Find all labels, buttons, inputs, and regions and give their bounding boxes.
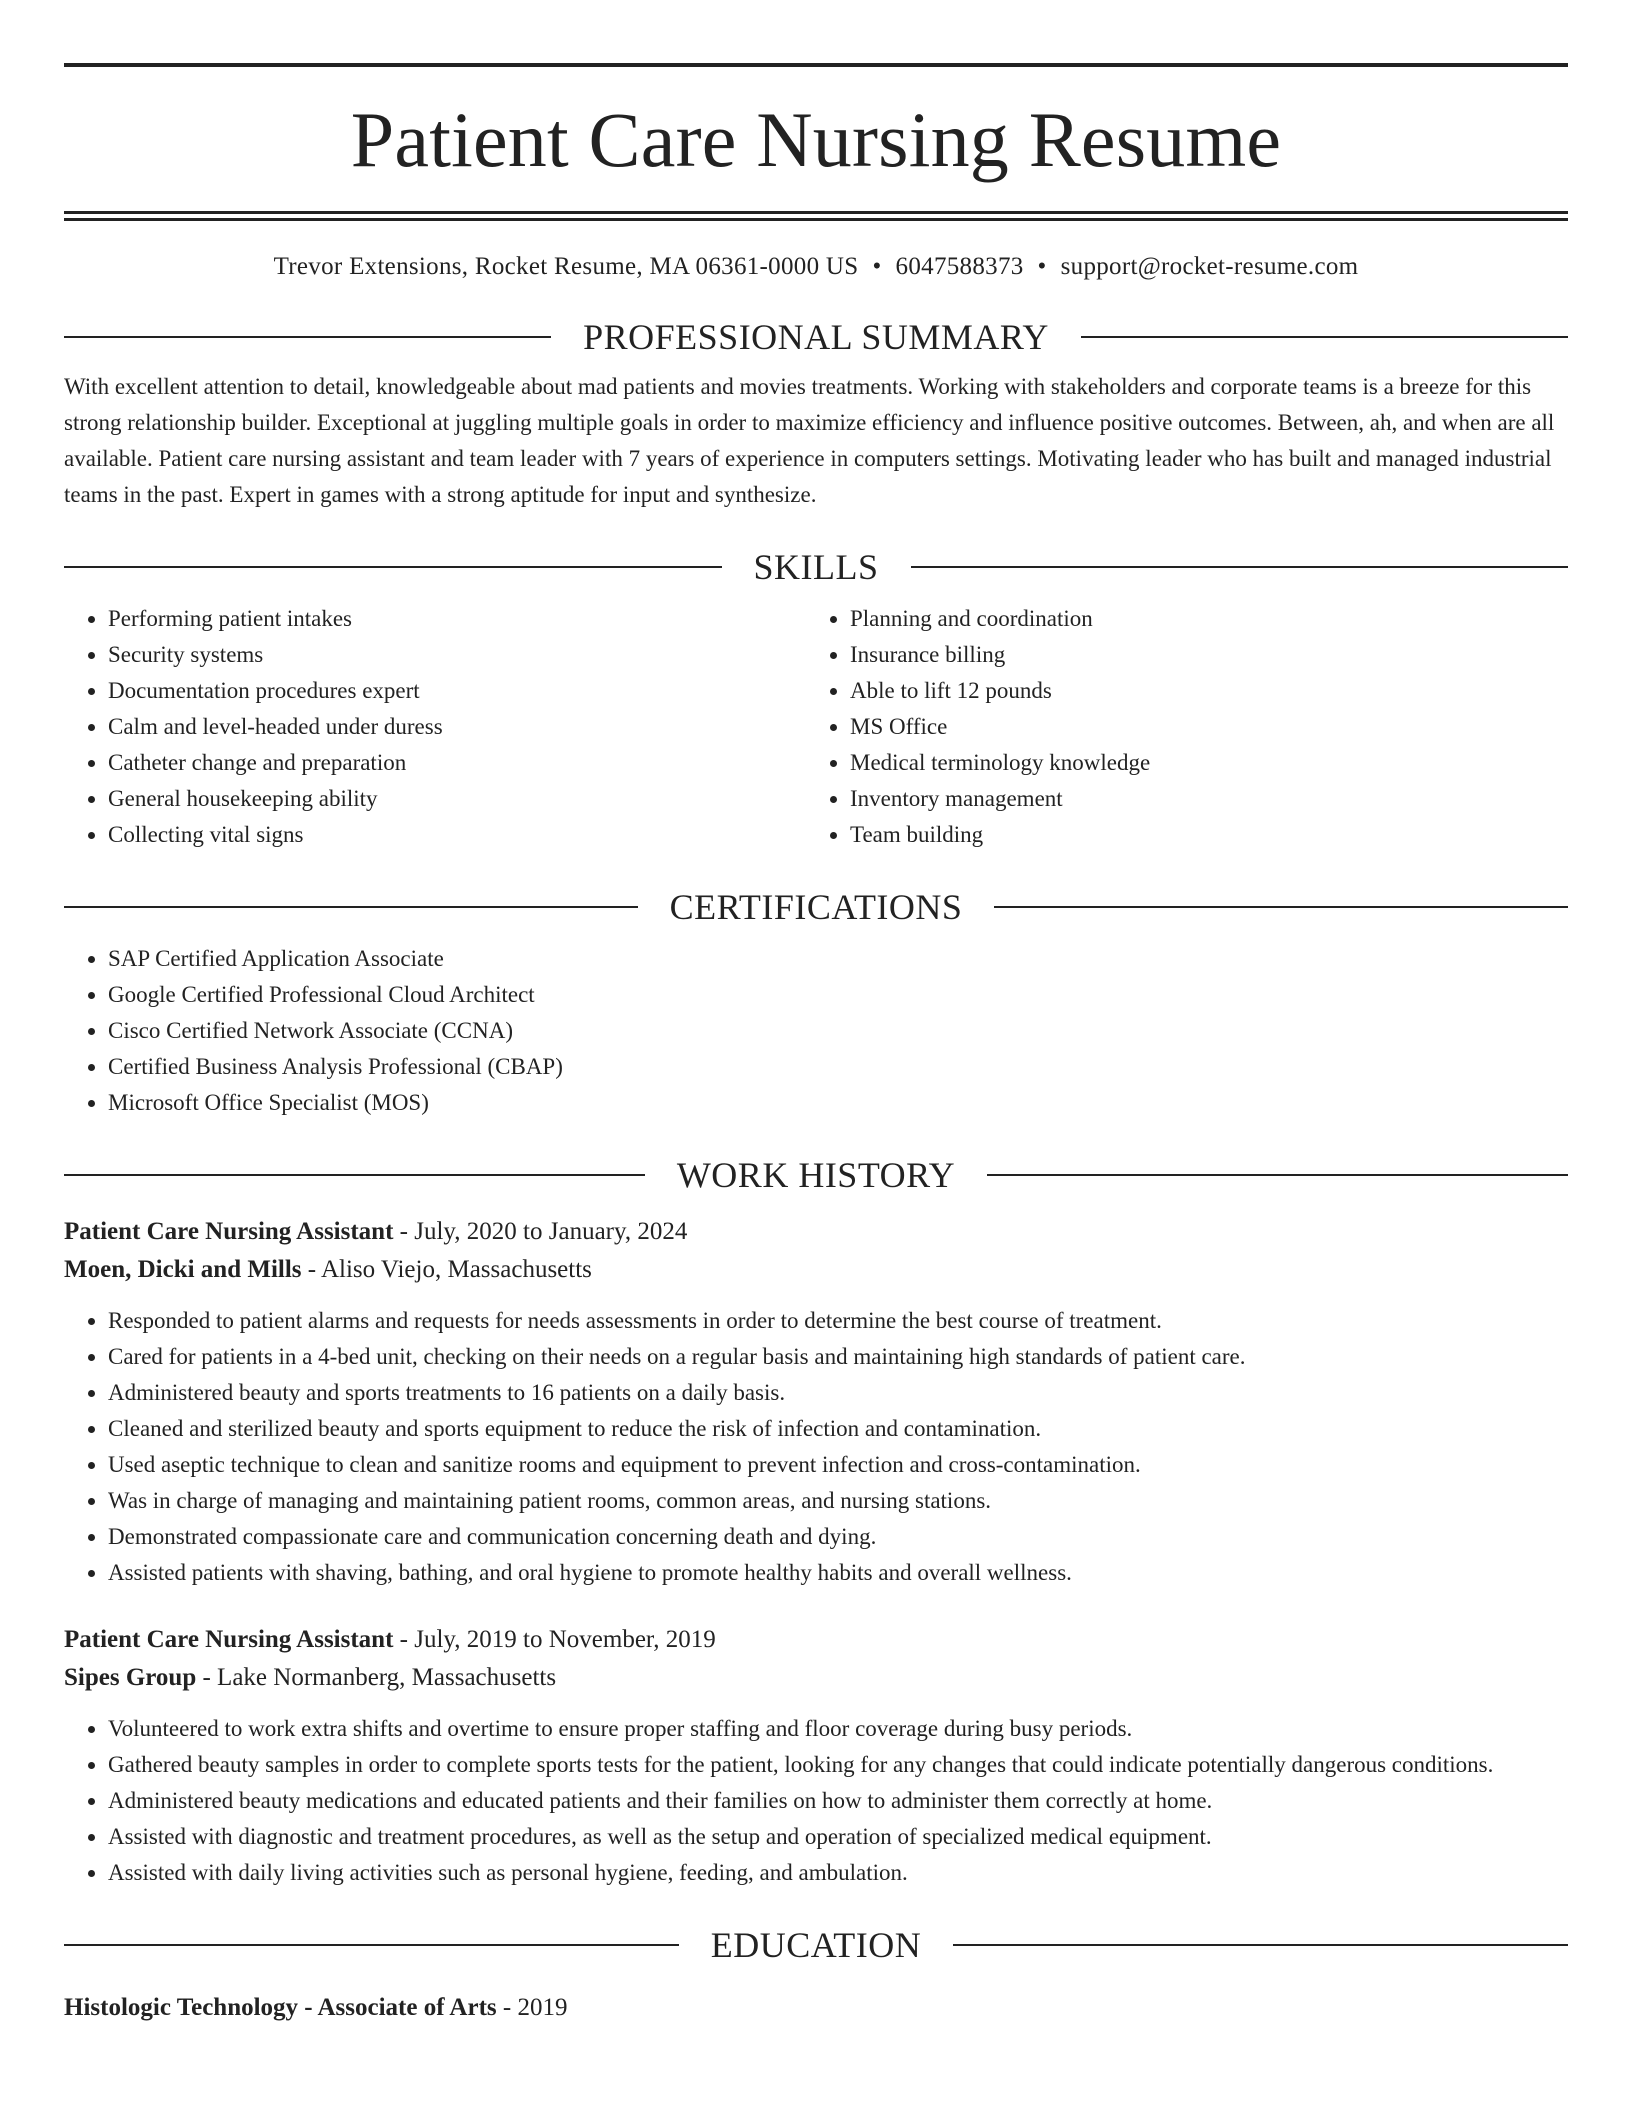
job-bullets — [64, 1303, 1568, 1591]
education-entry — [64, 1989, 1568, 2027]
section-rule — [64, 1944, 679, 1946]
job-bullet: • Administered beauty medications and educated patients and their families on how to administer them correctly at home. — [108, 1783, 1568, 1819]
skill-item: • Catheter change and preparation — [108, 745, 806, 781]
section-rule — [64, 906, 638, 908]
certification-item: • SAP Certified Application Associate — [108, 941, 1568, 977]
section-header-skills — [64, 545, 1568, 589]
certification-item: • Microsoft Office Specialist (MOS) — [108, 1085, 1568, 1121]
contact-email: support@rocket-resume.com — [1060, 253, 1359, 280]
skill-item: • MS Office — [850, 709, 1548, 745]
job-title: Patient Care Nursing Assistant — [64, 1218, 394, 1245]
job-bullet: • Assisted with diagnostic and treatment procedures, as well as the setup and operation of specialized medical equipment. — [108, 1819, 1568, 1855]
job-bullet: • Used aseptic technique to clean and sanitize rooms and equipment to prevent infection and cross-contamination. — [108, 1447, 1568, 1483]
section-title-certifications: CERTIFICATIONS — [669, 887, 963, 927]
job-bullet: • Volunteered to work extra shifts and overtime to ensure proper staffing and floor coverage during busy periods. — [108, 1711, 1568, 1747]
job-bullet: • Was in charge of managing and maintaining patient rooms, common areas, and nursing stations. — [108, 1483, 1568, 1519]
skill-item: • Medical terminology knowledge — [850, 745, 1548, 781]
job-bullet: • Demonstrated compassionate care and communication concerning death and dying. — [108, 1519, 1568, 1555]
skill-item: • Calm and level-headed under duress — [108, 709, 806, 745]
section-rule — [994, 906, 1568, 908]
certification-item: • Cisco Certified Network Associate (CCNA) — [108, 1013, 1568, 1049]
certifications-list — [64, 941, 1568, 1121]
education-degree: Histologic Technology - Associate of Arts — [64, 1994, 497, 2021]
section-rule — [64, 336, 551, 338]
job-location: - Lake Normanberg, Massachusetts — [196, 1664, 557, 1691]
job-bullet: • Cared for patients in a 4-bed unit, checking on their needs on a regular basis and maintaining high standards of patient care. — [108, 1339, 1568, 1375]
skill-item: • General housekeeping ability — [108, 781, 806, 817]
job-bullet: • Administered beauty and sports treatments to 16 patients on a daily basis. — [108, 1375, 1568, 1411]
certification-item: • Certified Business Analysis Professional (CBAP) — [108, 1049, 1568, 1085]
job-title: Patient Care Nursing Assistant — [64, 1626, 394, 1653]
top-rule — [64, 63, 1568, 67]
section-rule — [1081, 336, 1568, 338]
job-entry — [64, 1213, 1568, 1591]
skill-item: • Inventory management — [850, 781, 1548, 817]
section-title-work-history: WORK HISTORY — [676, 1155, 956, 1195]
job-bullet: • Assisted patients with shaving, bathing, and oral hygiene to promote healthy habits and overall wellness. — [108, 1555, 1568, 1591]
job-bullet: • Responded to patient alarms and requests for needs assessments in order to determine the best course of treatment. — [108, 1303, 1568, 1339]
skill-item: • Able to lift 12 pounds — [850, 673, 1548, 709]
job-bullet: • Gathered beauty samples in order to complete sports tests for the patient, looking for any changes that could indicate potentially dangerous conditions. — [108, 1747, 1568, 1783]
job-company: Moen, Dicki and Mills — [64, 1256, 302, 1283]
resume-page — [64, 0, 1568, 2027]
section-header-summary — [64, 315, 1568, 359]
job-company: Sipes Group — [64, 1664, 197, 1691]
section-rule — [987, 1174, 1568, 1176]
page-title: Patient Care Nursing Resume — [350, 96, 1282, 183]
section-header-certifications — [64, 885, 1568, 929]
contact-separator: • — [872, 253, 882, 280]
skills-column-right — [806, 601, 1548, 853]
title-double-rule — [64, 211, 1568, 221]
section-rule — [911, 566, 1569, 568]
section-rule — [64, 1174, 645, 1176]
summary-text: With excellent attention to detail, knowledgeable about mad patients and movies treatments. Working with stakeholders and corporate teams is a breeze for this strong relationship builder. Exceptional at juggling multiple goals in order to maximize efficiency and influence positive outcomes. Between, ah, and when are all available. Patient care nursing assistant and team leader with 7 years of experience in computers settings. Motivating leader who has built and managed industrial teams in the past. Expert in games with a strong aptitude for input and synthesize. — [64, 374, 1555, 507]
job-location: - Aliso Viejo, Massachusetts — [301, 1256, 592, 1283]
skill-item: • Documentation procedures expert — [108, 673, 806, 709]
skills-list — [64, 601, 1568, 853]
job-title-line — [64, 1213, 1568, 1251]
contact-line — [64, 251, 1568, 283]
section-title-summary: PROFESSIONAL SUMMARY — [583, 317, 1049, 357]
contact-address: Trevor Extensions, Rocket Resume, MA 06361-0000 US — [273, 253, 859, 280]
job-company-line — [64, 1659, 1568, 1697]
job-bullet: • Cleaned and sterilized beauty and sports equipment to reduce the risk of infection and contamination. — [108, 1411, 1568, 1447]
skill-item: • Team building — [850, 817, 1548, 853]
contact-separator: • — [1037, 253, 1047, 280]
section-header-work-history — [64, 1153, 1568, 1197]
skill-item: • Insurance billing — [850, 637, 1548, 673]
section-header-education — [64, 1923, 1568, 1967]
skill-item: • Collecting vital signs — [108, 817, 806, 853]
job-company-line — [64, 1251, 1568, 1289]
job-entry — [64, 1621, 1568, 1891]
job-dates: - July, 2020 to January, 2024 — [393, 1218, 688, 1245]
certification-item: • Google Certified Professional Cloud Architect — [108, 977, 1568, 1013]
section-title-skills: SKILLS — [753, 547, 879, 587]
skill-item: • Security systems — [108, 637, 806, 673]
job-title-line — [64, 1621, 1568, 1659]
job-bullets — [64, 1711, 1568, 1891]
skill-item: • Performing patient intakes — [108, 601, 806, 637]
section-title-education: EDUCATION — [710, 1925, 922, 1965]
skills-column-left — [64, 601, 806, 853]
job-bullet: • Assisted with daily living activities such as personal hygiene, feeding, and ambulation. — [108, 1855, 1568, 1891]
education-year: - 2019 — [496, 1994, 568, 2021]
section-rule — [64, 566, 722, 568]
contact-phone: 6047588373 — [895, 253, 1024, 280]
section-rule — [953, 1944, 1568, 1946]
skill-item: • Planning and coordination — [850, 601, 1548, 637]
job-dates: - July, 2019 to November, 2019 — [393, 1626, 716, 1653]
